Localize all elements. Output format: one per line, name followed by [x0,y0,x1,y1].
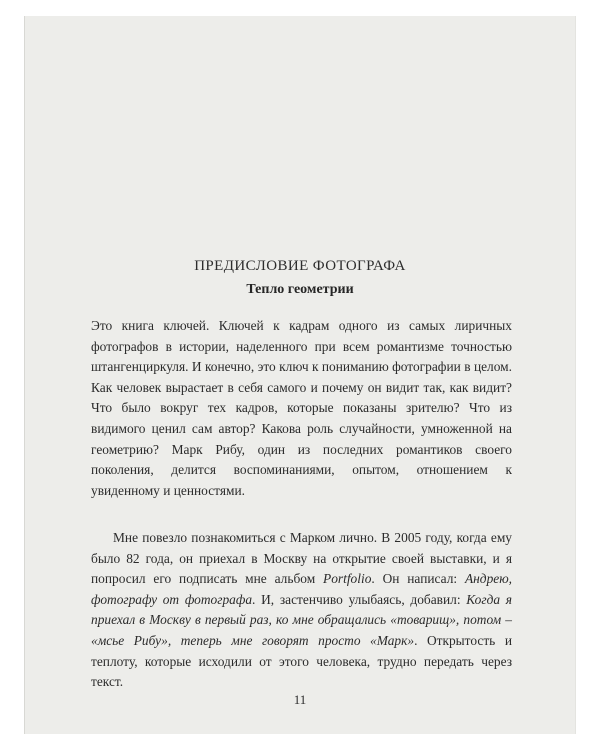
page-number: 11 [293,692,307,707]
paragraph-2-text-4: . Открытость и теплоту, которые исходили от этого человека, трудно передать через текст. [91,632,512,690]
chapter-title: ПРЕДИСЛОВИЕ ФОТОГРАФА [194,258,406,274]
body-paragraph-1: Это книга ключей. Ключей к кадрам одного из самых лиричных фотографов в истории, наделенного при всем романтизме точностью штангенциркуля. И конечно, это ключ к пониманию фотографии в целом. Как человек вырастает в себя самого и почему он видит так, как видит? Что было вокруг тех кадров, которые показаны зрителю? Что из видимого ценил сам автор? Какова роль случайности, умноженной на геометрию? Марк Рибу, один из последних романтиков своего поколения, делится воспоминаниями, опытом, отношением к увиденному и ценностями. [91,318,512,498]
body-paragraph-2 [91,528,512,693]
album-title: Portfolio [323,571,372,587]
paragraph-2-text-1: Мне повезло познакомиться с Марком лично. В 2005 году, когда ему было 82 года, он приехал в Москву на открытие своей выставки, и я попросил его подписать мне альбом [91,530,512,587]
paragraph-2-text-3: . И, застенчиво улыбаясь, добавил: [252,591,467,607]
chapter-subtitle: Тепло геометрии [246,282,354,297]
paragraph-2-text-2: . Он написал: [371,571,465,587]
inscription-quote: Андрею, фотографу от фотографа [91,571,512,607]
ribu-quote: Когда я приехал в Москву в первый раз, ко мне обращались «товарищ», потом – «мсье Рибу», теперь мне говорят просто «Марк» [91,591,513,648]
book-page [24,16,576,734]
